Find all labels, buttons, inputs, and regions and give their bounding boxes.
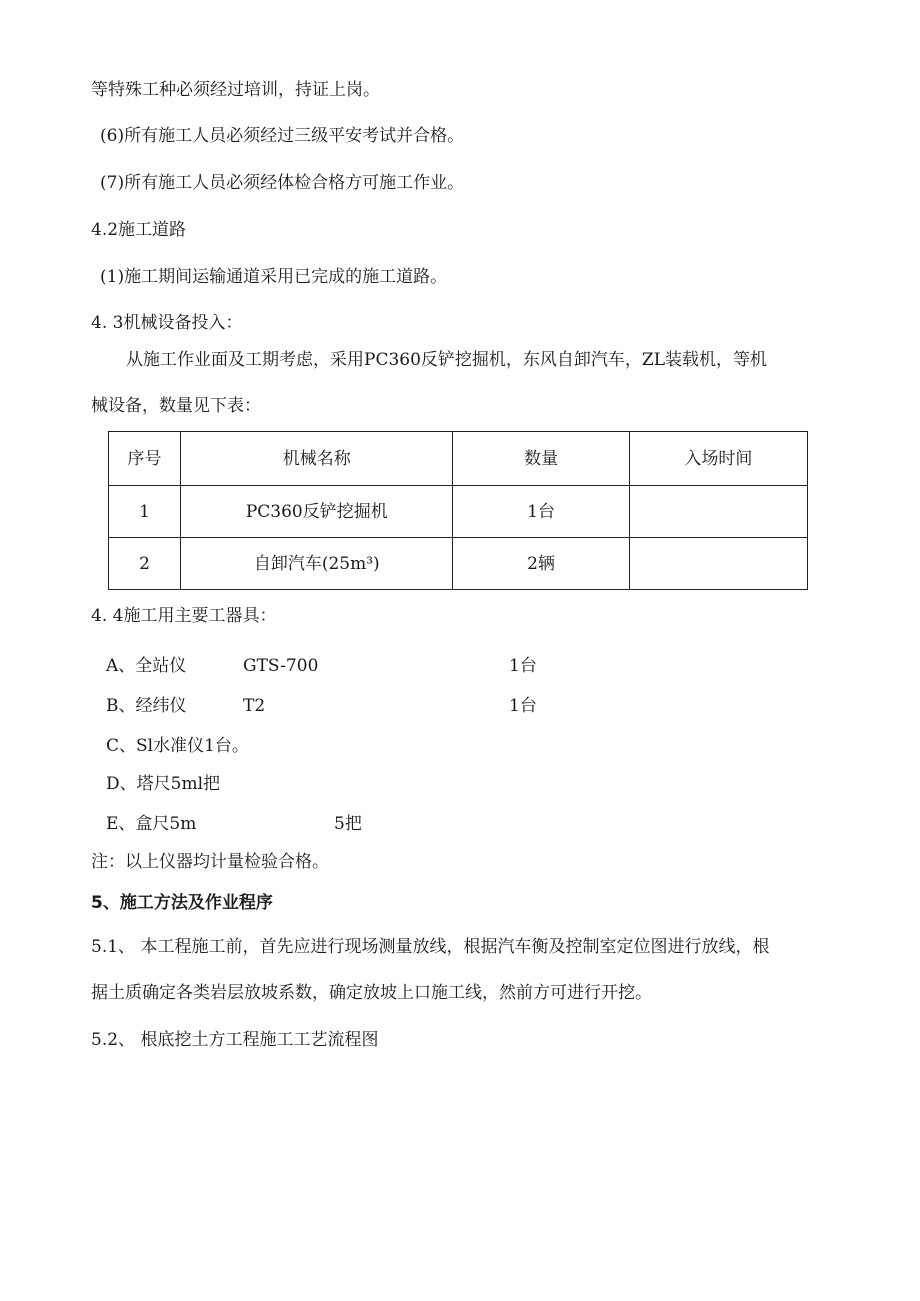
tool-label: E、盒尺5m xyxy=(106,814,197,834)
header-cell: 序号 xyxy=(109,432,181,486)
table-cell: PC360反铲挖掘机 xyxy=(181,486,453,538)
table-cell: 2辆 xyxy=(453,538,629,590)
table-cell: 1台 xyxy=(453,486,629,538)
paragraph-line: 5.2、 根底挖土方工程施工工艺流程图 xyxy=(91,1030,379,1050)
tool-qty: 1台 xyxy=(509,656,537,676)
tool-model: T2 xyxy=(243,696,266,716)
text-line: 等特殊工种必须经过培训，持证上岗。 xyxy=(91,80,380,100)
table-cell: 2 xyxy=(109,538,181,590)
tool-label: C、Sl水准仪1台。 xyxy=(106,736,249,756)
header-cell: 数量 xyxy=(453,432,629,486)
tool-label: A、全站仪 xyxy=(106,656,187,676)
table-cell xyxy=(629,486,807,538)
text-line: (6)所有施工人员必须经过三级平安考试并合格。 xyxy=(100,126,465,146)
text-line: (1)施工期间运输通道采用已完成的施工道路。 xyxy=(100,267,448,287)
section-title: 5、施工方法及作业程序 xyxy=(91,893,273,913)
tool-qty: 5把 xyxy=(334,814,362,834)
table-header-row xyxy=(109,432,808,486)
header-cell: 入场时间 xyxy=(629,432,807,486)
tool-label: D、塔尺5ml把 xyxy=(106,774,221,794)
section-heading: 4. 4施工用主要工器具： xyxy=(91,606,277,626)
equipment-table xyxy=(108,431,808,590)
paragraph-line: 械设备，数量见下表： xyxy=(91,396,261,416)
section-heading: 4. 3机械设备投入： xyxy=(91,313,243,333)
table-row xyxy=(109,538,808,590)
section-heading: 4.2施工道路 xyxy=(91,220,187,240)
tool-label: B、经纬仪 xyxy=(106,696,187,716)
table-cell: 1 xyxy=(109,486,181,538)
table-row xyxy=(109,486,808,538)
paragraph-line: 5.1、 本工程施工前，首先应进行现场测量放线，根据汽车衡及控制室定位图进行放线，根 xyxy=(91,937,770,957)
tool-model: GTS-700 xyxy=(243,656,319,676)
table-cell: 自卸汽车(25m³) xyxy=(181,538,453,590)
note: 注：以上仪器均计量检验合格。 xyxy=(91,852,329,872)
table-cell xyxy=(629,538,807,590)
paragraph-line: 从施工作业面及工期考虑，采用PC360反铲挖掘机，东风自卸汽车，ZL装载机，等机 xyxy=(126,350,767,370)
header-cell: 机械名称 xyxy=(181,432,453,486)
paragraph-line: 据土质确定各类岩层放坡系数，确定放坡上口施工线，然前方可进行开挖。 xyxy=(91,983,652,1003)
tool-qty: 1台 xyxy=(509,696,537,716)
text-line: (7)所有施工人员必须经体检合格方可施工作业。 xyxy=(100,173,465,193)
